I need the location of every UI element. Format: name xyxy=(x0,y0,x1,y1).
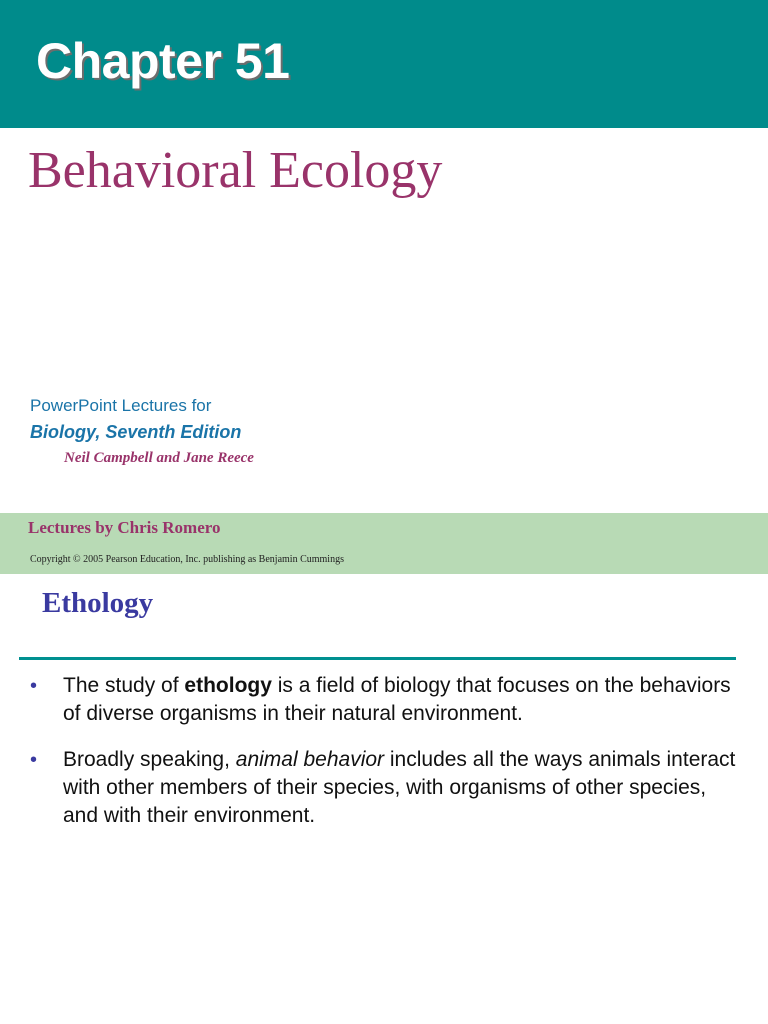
bullet-emphasis: animal behavior xyxy=(235,748,385,771)
section-heading: Ethology xyxy=(42,587,154,619)
bullet-icon: • xyxy=(30,675,38,697)
bullet-icon: • xyxy=(30,749,38,771)
bullet-list xyxy=(30,672,740,848)
powerpoint-lectures-label: PowerPoint Lectures for xyxy=(30,396,212,415)
lecturer-credit: Lectures by Chris Romero xyxy=(28,518,221,537)
bullet-text-lead: Broadly speaking, xyxy=(63,748,236,771)
bullet-text-lead: The study of xyxy=(63,674,185,697)
bullet-item xyxy=(30,672,740,728)
bullet-text-rest: includes all the ways animals interact with other members of their species, with organisms of other species, and with their environment. xyxy=(63,748,736,827)
heading-divider xyxy=(19,657,736,660)
authors: Neil Campbell and Jane Reece xyxy=(64,450,254,466)
copyright-notice: Copyright © 2005 Pearson Education, Inc. publishing as Benjamin Cummings xyxy=(30,554,344,565)
chapter-title: Chapter 51 xyxy=(36,33,290,89)
bullet-text-rest: is a field of biology that focuses on the behaviors of diverse organisms in their natural environment. xyxy=(63,674,731,725)
bullet-emphasis: ethology xyxy=(184,674,272,697)
book-title: Biology, Seventh Edition xyxy=(30,422,242,442)
bullet-item xyxy=(30,746,740,830)
slide-title: Behavioral Ecology xyxy=(28,142,443,199)
